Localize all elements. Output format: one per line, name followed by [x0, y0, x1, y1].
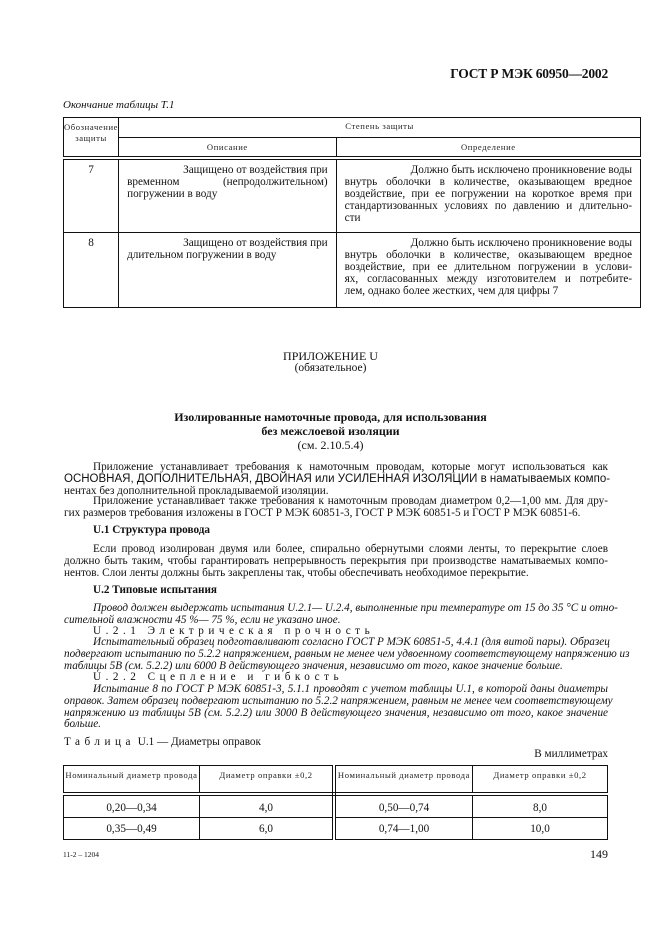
cell-nominal: 0,74—1,00: [334, 818, 473, 840]
text-line: гих размеров требования изложены в ГОСТ Р МЭК 60851-3, ГОСТ Р МЭК 60851-5 и ГОСТ Р МЭК 60851-6.: [64, 506, 581, 519]
table-u1-caption-title: U.1 — Диаметры оправок: [137, 736, 261, 748]
text-line: больше.: [64, 718, 101, 731]
table-u1-caption: [64, 737, 608, 749]
section-u2-heading: U.2 Типовые испытания: [93, 584, 217, 596]
u1-header-nominal: Номинальный диаметр провода: [64, 766, 200, 794]
section-u22-heading: U.2.2 Сцепление и гибкость: [93, 671, 344, 683]
text-line: напряжению из таблицы 5В (см. 5.2.2) или 3000 В действующего значения, независимо от того, какое значение: [64, 706, 608, 719]
cell-mandrel: 10,0: [473, 818, 608, 840]
text-line: воздействие, при ее длительном погружении в услови-: [344, 261, 633, 273]
table-u1-caption-word: Таблица: [64, 736, 135, 748]
text-line: погружении в воду: [127, 187, 218, 200]
text-line: сти: [344, 211, 361, 224]
text-line: должно быть таким, чтобы гарантировать непрерывность перекрытия при производстве наматываемых компо-: [64, 554, 608, 567]
text-line: внутрь оболочки в количестве, оказывающем вредное: [344, 175, 633, 188]
row-code: 7: [64, 158, 119, 233]
row-code: 8: [64, 233, 119, 308]
u1-header-mandrel: Диаметр оправки ±0,2: [473, 766, 608, 794]
text-line: Должно быть исключено проникновение воды: [410, 237, 633, 249]
cell-nominal: 0,50—0,74: [334, 794, 473, 818]
annex-ref: (см. 2.10.5.4): [297, 438, 364, 452]
text-line: Должно быть исключено проникновение воды: [410, 163, 633, 176]
cell-mandrel: 4,0: [200, 794, 335, 818]
text-line: сительной влажности 45 %— 75 %, если не указано иное.: [64, 613, 341, 626]
table-u1: [63, 765, 608, 840]
text-line: лем, однако более жестких, чем для цифры 7: [344, 285, 559, 297]
text-line: длительном погружении в воду: [127, 249, 277, 261]
paragraph-adhesion: [64, 683, 613, 731]
paragraph-test-conditions: [64, 602, 618, 627]
text-line: Провод должен выдержать испытания U.2.1— U.2.4, выполненные при температуре от 15 до 35 °С и отно-: [93, 602, 618, 614]
cell-mandrel: 8,0: [473, 794, 608, 818]
row-def: [336, 158, 640, 233]
table-t1-caption: Окончание таблицы Т.1: [63, 99, 175, 111]
text-line: Испытательный образец подготавливают согласно ГОСТ Р МЭК 60851-5, 4.4.1 (для витой пары). Образец: [93, 636, 610, 648]
table-row: [64, 233, 641, 308]
text-line: подвергают испытанию по 5.2.2 напряжением, равным не менее чем удвоенному соответствующему напряжению из: [64, 647, 630, 660]
text-line: Испытание 8 по ГОСТ Р МЭК 60851-3, 5.1.1 проводят с учетом таблицы U.1, в которой даны диаметры: [93, 683, 608, 695]
table-t1: [63, 117, 641, 308]
text-line: таблицы 5В (см. 5.2.2) или 6000 В действующего значения, независимо от того, какое значение больше.: [64, 659, 563, 672]
section-u1-heading: U.1 Структура провода: [93, 524, 210, 536]
text-line: воздействие, при ее погружении на короткое время при: [344, 187, 633, 200]
u1-header-nominal: Номинальный диаметр провода: [334, 766, 473, 794]
section-u21-heading: U.2.1 Электрическая прочность: [93, 625, 375, 637]
table-u1-units: В миллиметрах: [534, 748, 608, 760]
col-header-group: Степень защиты: [119, 118, 641, 138]
col-header-def: Определение: [336, 138, 640, 158]
text-line: Приложение устанавливает требования к намоточным проводам, которые могут использоваться как: [93, 461, 608, 473]
col-header-code: Обозначение защиты: [64, 118, 119, 158]
print-code: 11-2 – 1204: [63, 850, 99, 859]
paragraph-dielectric: [64, 636, 630, 672]
annex-label: ПРИЛОЖЕНИЕ U: [283, 349, 378, 363]
text-line: оправок. Затем образец подвергают испытанию по 5.2.2 напряжением, равным не менее чем соответствующему: [64, 694, 613, 707]
text-line: Защищено от воздействия при: [183, 237, 328, 249]
text-line: временном (непродолжительном): [127, 175, 328, 188]
table-row: [64, 818, 608, 840]
annex-title-line1: Изолированные намоточные провода, для использования: [174, 410, 487, 424]
text-line: нентах без дополнительной прокладываемой изоляции.: [64, 484, 329, 497]
text-line: Защищено от воздействия при: [183, 163, 328, 176]
text-line: Приложение устанавливает также требования к намоточным проводам диаметром 0,2—1,00 мм. Для дру-: [93, 495, 608, 507]
cell-nominal: 0,35—0,49: [64, 818, 200, 840]
paragraph-diameter: [64, 496, 608, 520]
annex-title-line2: без межслоевой изоляции: [261, 424, 400, 438]
row-desc: [119, 233, 337, 308]
u1-header-mandrel: Диаметр оправки ±0,2: [200, 766, 335, 794]
paragraph-intro: [64, 461, 611, 497]
table-row: [64, 794, 608, 818]
text-line: Если провод изолирован двумя или более, спирально обернутыми слоями ленты, то перекрытие слоев: [93, 543, 608, 555]
text-line: ОСНОВНАЯ, ДОПОЛНИТЕЛЬНАЯ, ДВОЙНАЯ или УСИЛЕННАЯ ИЗОЛЯЦИИ в наматываемых компо-: [64, 472, 611, 485]
document-code-header: ГОСТ Р МЭК 60950—2002: [450, 66, 608, 81]
row-desc: [119, 158, 337, 233]
table-row: [64, 158, 641, 233]
cell-nominal: 0,20—0,34: [64, 794, 200, 818]
col-header-desc: Описание: [119, 138, 337, 158]
text-line: ях, согласованных между изготовителем и потребите-: [344, 273, 633, 285]
row-def: [336, 233, 640, 308]
text-line: стандартизованных условиях по давлению и длительно-: [344, 199, 633, 212]
paragraph-structure: [64, 544, 608, 579]
text-line: нентов. Слои ленты должны быть закреплены так, чтобы обеспечивать необходимое перекрытие.: [64, 566, 529, 579]
annex-status: (обязательное): [294, 362, 367, 374]
text-line: внутрь оболочки в количестве, оказывающем вредное: [344, 249, 633, 261]
page-number: 149: [590, 847, 608, 861]
cell-mandrel: 6,0: [200, 818, 335, 840]
